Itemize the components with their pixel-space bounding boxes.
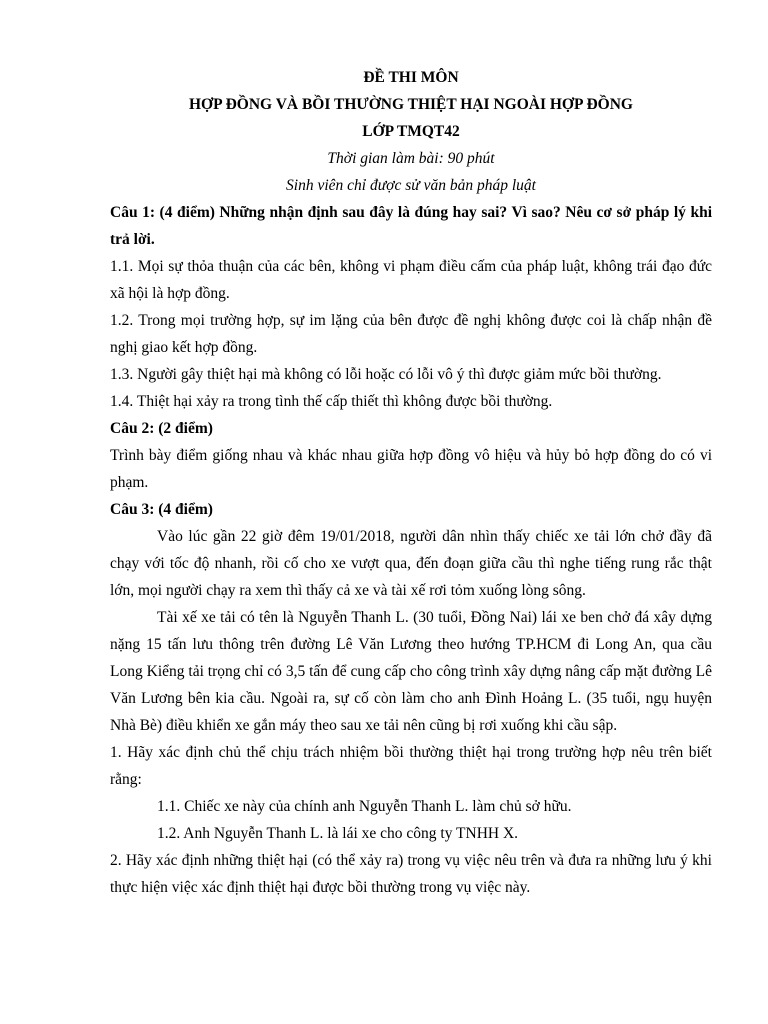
question-1-item: 1.2. Trong mọi trường hợp, sự im lặng của bên được đề nghị không được coi là chấp nhận đề nghị giao kết hợp đồng. bbox=[110, 312, 712, 356]
question-3-subtask: 1.1. Chiếc xe này của chính anh Nguyễn Thanh L. làm chủ sở hữu. bbox=[157, 798, 572, 815]
question-2-body: Trình bày điểm giống nhau và khác nhau giữa hợp đồng vô hiệu và hủy bỏ hợp đồng do có vi phạm. bbox=[110, 447, 712, 491]
course-title: HỢP ĐỒNG VÀ BỒI THƯỜNG THIỆT HẠI NGOÀI HỢP ĐỒNG bbox=[189, 96, 633, 113]
exam-duration: Thời gian làm bài: 90 phút bbox=[327, 150, 495, 167]
class-name: LỚP TMQT42 bbox=[362, 123, 460, 140]
question-1-title: Câu 1: (4 điểm) Những nhận định sau đây là đúng hay sai? Vì sao? Nêu cơ sở pháp lý khi trả lời. bbox=[110, 204, 712, 248]
question-3-task: 2. Hãy xác định những thiệt hại (có thể xảy ra) trong vụ việc nêu trên và đưa ra những lưu ý khi thực hiện việc xác định thiệt hại được bồi thường trong vụ việc này. bbox=[110, 852, 712, 896]
question-1-item: 1.1. Mọi sự thỏa thuận của các bên, không vi phạm điều cấm của pháp luật, không trái đạo đức xã hội là hợp đồng. bbox=[110, 258, 712, 302]
exam-heading: ĐỀ THI MÔN bbox=[363, 69, 459, 86]
question-1-item: 1.4. Thiệt hại xảy ra trong tình thế cấp thiết thì không được bồi thường. bbox=[110, 393, 553, 410]
question-3-title: Câu 3: (4 điểm) bbox=[110, 501, 213, 518]
question-1-item: 1.3. Người gây thiệt hại mà không có lỗi hoặc có lỗi vô ý thì được giảm mức bồi thường. bbox=[110, 366, 662, 383]
exam-content bbox=[110, 64, 712, 901]
question-3-paragraph: Tài xế xe tải có tên là Nguyễn Thanh L. (30 tuổi, Đồng Nai) lái xe ben chở đá xây dựng nặng 15 tấn lưu thông trên đường Lê Văn Lương theo hướng TP.HCM đi Long An, qua cầu Long Kiểng tải trọng chỉ có 3,5 tấn để cung cấp cho công trình xây dựng nâng cấp mặt đường Lê Văn Lương bên kia cầu. Ngoài ra, sự cố còn làm cho anh Đình Hoảng L. (35 tuổi, ngụ huyện Nhà Bè) điều khiển xe gắn máy theo sau xe tải nên cũng bị rơi xuống khi cầu sập. bbox=[110, 609, 712, 734]
question-3-subtask: 1.2. Anh Nguyễn Thanh L. là lái xe cho công ty TNHH X. bbox=[157, 825, 519, 842]
question-3-paragraph: Vào lúc gần 22 giờ đêm 19/01/2018, người dân nhìn thấy chiếc xe tải lớn chở đầy đã chạy với tốc độ nhanh, rồi cố cho xe vượt qua, đến đoạn giữa cầu thì nghe tiếng rung rắc thật lớn, mọi người chạy ra xem thì thấy cả xe và tài xế rơi tỏm xuống lòng sông. bbox=[110, 528, 712, 599]
question-2-title: Câu 2: (2 điểm) bbox=[110, 420, 213, 437]
question-3-task: 1. Hãy xác định chủ thể chịu trách nhiệm bồi thường thiệt hại trong trường hợp nêu trên biết rằng: bbox=[110, 744, 712, 788]
exam-note: Sinh viên chỉ được sử văn bản pháp luật bbox=[286, 177, 536, 194]
